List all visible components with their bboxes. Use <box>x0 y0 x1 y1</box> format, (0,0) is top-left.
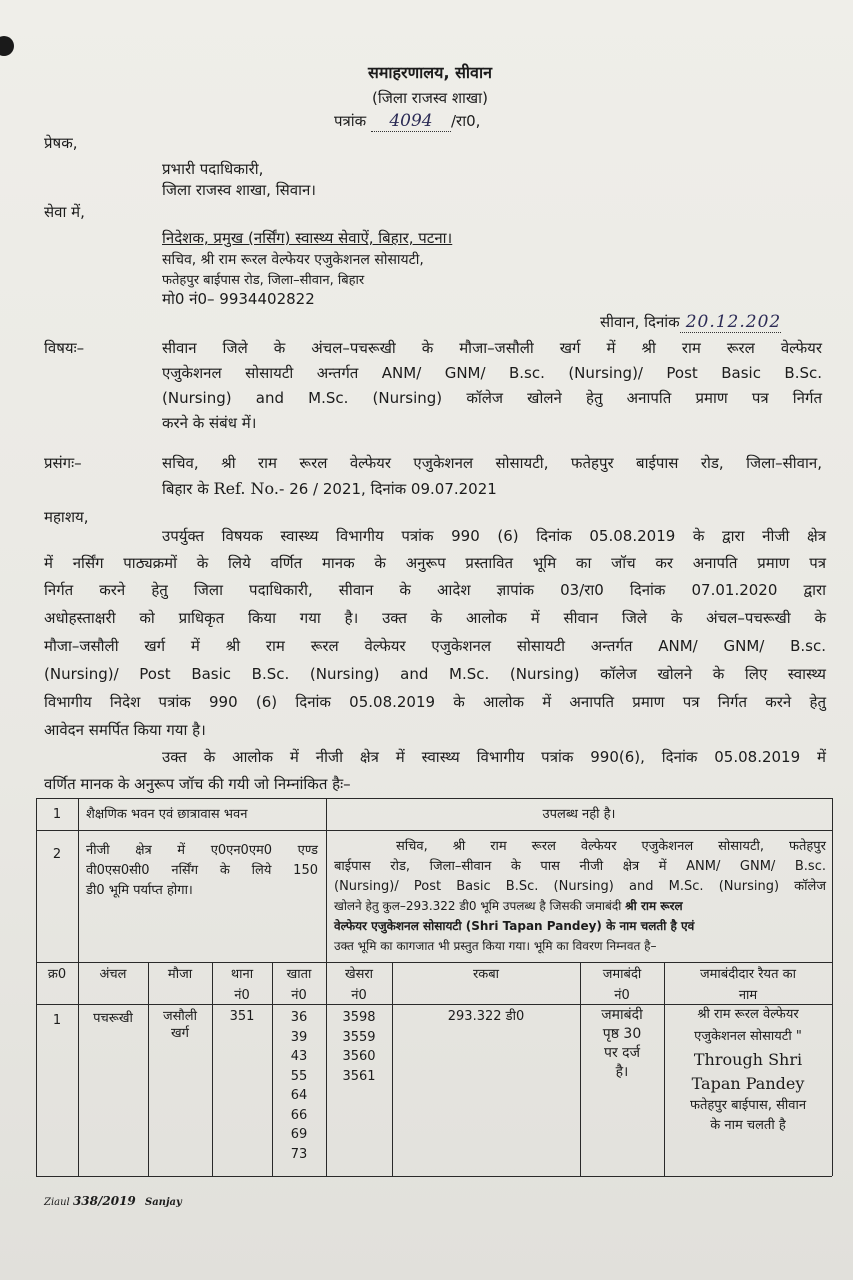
subject-line4: करने के संबंध में। <box>162 414 257 432</box>
land-mauja-l1: जसौली <box>163 1009 197 1024</box>
row2-criterion-l3: डी0 भूमि पर्याप्त होगा। <box>86 883 193 898</box>
khesra-number: 3598 <box>342 1010 376 1025</box>
body-line: आवेदन समर्पित किया गया है। <box>44 721 206 739</box>
col-thana-l2: नं0 <box>234 988 250 1003</box>
reference-line1: सचिव, श्री राम रूरल वेल्फेयर एजुकेशनल सोसायटी, फतेहपुर बाईपास रोड, जिला–सीवान, <box>162 454 822 472</box>
row2-criterion-l1: नीजी क्षेत्र में ए0एन0एम0 एण्ड <box>86 843 318 858</box>
land-raiyat-l3: Through Shri <box>693 1050 803 1069</box>
body-line: वर्णित मानक के अनुरूप जॉच की गयी जो निम्नांकित हैः– <box>44 775 351 793</box>
salutation: महाशय, <box>44 508 89 526</box>
col-raiyat-l1: जमाबंदीदार रैयत का <box>700 967 796 982</box>
body-line: में नर्सिंग पाठ्यक्रमों के लिये वर्णित मानक के अनुरूप प्रस्तावित भूमि का जॉच कर अनापति प्रमाण पत्र <box>44 554 826 572</box>
recipient-line2: सचिव, श्री राम रूरल वेल्फेयर एजुकेशनल सोसायटी, <box>162 252 424 268</box>
col-thana <box>212 966 272 1004</box>
body-line: (Nursing)/ Post Basic B.Sc. (Nursing) and M.Sc. (Nursing) कॉलेज खोलने के लिए स्वास्थ्य <box>44 665 826 683</box>
khata-number: 73 <box>290 1146 308 1162</box>
ref-suffix: /रा0, <box>451 112 481 130</box>
land-jamabandi <box>580 1006 664 1082</box>
reference-prefix: बिहार के <box>162 480 209 498</box>
office-title: समाहरणालय, सीवान <box>368 63 492 82</box>
khesra-number: 3560 <box>342 1049 376 1064</box>
reference-ref-rest: 26 / 2021, दिनांक 09.07.2021 <box>289 480 497 498</box>
subject-line3: (Nursing) and M.Sc. (Nursing) कॉलेज खोलने हेतु अनापति प्रमाण पत्र निर्गत <box>162 389 822 407</box>
reference-line2 <box>162 479 497 499</box>
col-khata-l2: नं0 <box>291 988 307 1003</box>
ref-number-handwritten: 4094 <box>371 111 451 132</box>
col-khesra-l2: नं0 <box>351 988 367 1003</box>
land-raiyat-l4: Tapan Pandey <box>691 1074 805 1093</box>
recipient-line1: निदेशक, प्रमुख (नर्सिंग) स्वास्थ्य सेवाऐं, बिहार, पटना। <box>162 229 453 247</box>
land-jamabandi-l3: पर दर्ज <box>604 1045 640 1061</box>
body-line: मौजा–जसौली खर्ग में श्री राम रूरल वेल्फेयर एजुकेशनल सोसायटी अन्तर्गत ANM/ GNM/ B.sc. <box>44 637 826 655</box>
col-khesra-l1: खेसरा <box>344 967 374 982</box>
subject-label: विषयः– <box>44 339 85 357</box>
land-raiyat-l5: फतेहपुर बाईपास, सीवान <box>689 1098 807 1113</box>
row1-num: 1 <box>52 807 62 822</box>
body-line: विभागीय निदेश पत्रांक 990 (6) दिनांक 05.08.2019 के आलोक में अनापति प्रमाण पत्र निर्गत करने हेतु <box>44 693 826 711</box>
khesra-number: 3559 <box>342 1029 376 1045</box>
footer-prefix: Ziaul <box>44 1197 70 1208</box>
col-khata <box>272 966 326 1004</box>
col-jamabandi <box>580 966 664 1004</box>
footer-number: 338/2019 <box>72 1194 136 1208</box>
land-jamabandi-l1: जमाबंदी <box>601 1007 643 1023</box>
footer-initials <box>44 1194 182 1208</box>
col-khata-l1: खाता <box>286 967 312 982</box>
khesra-number: 3561 <box>342 1068 376 1084</box>
footer-name: Sanjay <box>144 1197 182 1208</box>
khata-number: 39 <box>290 1029 308 1045</box>
row2-status-l4 <box>334 898 683 915</box>
body-line: उपर्युक्त विषयक स्वास्थ्य विभागीय पत्रांक 990 (6) दिनांक 05.08.2019 के द्वारा नीजी क्षेत्र <box>162 527 826 545</box>
body-line: अधोहस्ताक्षरी को प्राधिकृत किया गया है। उक्त के आलोक में सीवान जिले के अंचल–पचरूखी के <box>44 609 826 627</box>
row2-status-l3: (Nursing)/ Post Basic B.Sc. (Nursing) and M.Sc. (Nursing) कॉलेज <box>334 879 826 894</box>
khata-number: 36 <box>290 1010 308 1025</box>
reference-label: प्रसंगः– <box>44 454 82 472</box>
land-anchal: पचरूखी <box>93 1011 133 1026</box>
sender-line1: प्रभारी पदाधिकारी, <box>162 160 264 178</box>
col-anchal: अंचल <box>99 967 127 982</box>
khata-number: 66 <box>290 1107 308 1123</box>
punch-hole <box>0 36 14 56</box>
recipient-label: सेवा में, <box>44 203 85 221</box>
land-raiyat-l6: के नाम चलती है <box>710 1118 786 1133</box>
land-thana: 351 <box>229 1009 255 1024</box>
date-label: सीवान, दिनांक <box>600 313 680 331</box>
land-khata-list <box>272 1008 326 1164</box>
land-raiyat-l2: एजुकेशनल सोसायटी " <box>694 1029 802 1044</box>
row2-status-l6: उक्त भूमि का कागजात भी प्रस्तुत किया गया। भूमि का विवरण निम्नवत है– <box>334 939 657 953</box>
row2-status-l4b: श्री राम रूरल <box>625 899 683 913</box>
land-mauja-l2: खर्ग <box>171 1026 189 1041</box>
khata-number: 64 <box>290 1088 308 1103</box>
date-line <box>600 312 781 333</box>
body-line: निर्गत करने हेतु जिला पदाधिकारी, सीवान के आदेश ज्ञापांक 03/रा0 दिनांक 07.01.2020 द्वारा <box>44 581 826 599</box>
land-rakba: 293.322 डी0 <box>447 1009 525 1024</box>
land-raiyat <box>664 1004 832 1136</box>
land-jamabandi-l2: पृष्ठ 30 <box>602 1026 642 1042</box>
subject-line2: एजुकेशनल सोसायटी अन्तर्गत ANM/ GNM/ B.sc. (Nursing)/ Post Basic B.Sc. <box>162 364 822 382</box>
col-jamabandi-l1: जमाबंदी <box>602 967 642 982</box>
khata-number: 55 <box>290 1068 308 1084</box>
ref-label: पत्रांक <box>334 112 367 130</box>
row1-criterion: शैक्षणिक भवन एवं छात्रावास भवन <box>86 807 248 822</box>
land-mauja <box>148 1008 212 1042</box>
land-khesra-list <box>326 1008 392 1086</box>
body-line: उक्त के आलोक में नीजी क्षेत्र में स्वास्थ्य विभागीय पत्रांक 990(6), दिनांक 05.08.2019 में <box>162 748 826 766</box>
recipient-line3: फतेहपुर बाईपास रोड, जिला–सीवान, बिहार <box>162 273 365 288</box>
subject-line1: सीवान जिले के अंचल–पचरूखी के मौजा–जसौली खर्ग में श्री राम रूरल वेल्फेयर <box>162 339 822 357</box>
col-raiyat <box>664 966 832 1004</box>
land-jamabandi-l4: है। <box>615 1064 629 1080</box>
row2-status-l2: बाईपास रोड, जिला–सीवान के पास नीजी क्षेत्र में ANM/ GNM/ B.sc. <box>334 859 826 874</box>
reference-ref-no: Ref. No.- <box>213 479 285 498</box>
branch-title: (जिला राजस्व शाखा) <box>372 89 488 107</box>
col-jamabandi-l2: नं0 <box>614 988 630 1003</box>
recipient-phone: मो0 नं0– 9934402822 <box>162 290 315 308</box>
ref-line <box>334 111 480 132</box>
date-handwritten: 20.12.202 <box>680 312 782 333</box>
col-sno: क्र0 <box>47 967 67 982</box>
sender-line2: जिला राजस्व शाखा, सिवान। <box>162 181 316 199</box>
khata-number: 43 <box>290 1049 308 1064</box>
col-rakba: रकबा <box>472 967 500 982</box>
land-raiyat-l1: श्री राम रूरल वेल्फेयर <box>697 1007 799 1022</box>
row2-status-l1: सचिव, श्री राम रूरल वेल्फेयर एजुकेशनल सोसायटी, फतेहपुर <box>396 839 826 854</box>
sender-label: प्रेषक, <box>44 134 78 152</box>
col-mauja: मौजा <box>167 967 193 982</box>
land-sno: 1 <box>52 1013 62 1028</box>
row2-num: 2 <box>52 847 62 862</box>
row2-status-l4a: खोलने हेतु कुल–293.322 डी0 भूमि उपलब्ध है जिसकी जमाबंदी <box>334 899 622 913</box>
col-thana-l1: थाना <box>230 967 254 982</box>
row1-status: उपलब्ध नही है। <box>542 807 616 822</box>
col-khesra <box>326 966 392 1004</box>
row2-status-l5: वेल्फेयर एजुकेशनल सोसायटी (Shri Tapan Pandey) के नाम चलती है एवं <box>334 919 695 933</box>
row2-criterion-l2: वी0एस0सी0 नर्सिंग के लिये 150 <box>86 863 318 878</box>
col-raiyat-l2: नाम <box>738 988 758 1003</box>
khata-number: 69 <box>290 1127 308 1142</box>
